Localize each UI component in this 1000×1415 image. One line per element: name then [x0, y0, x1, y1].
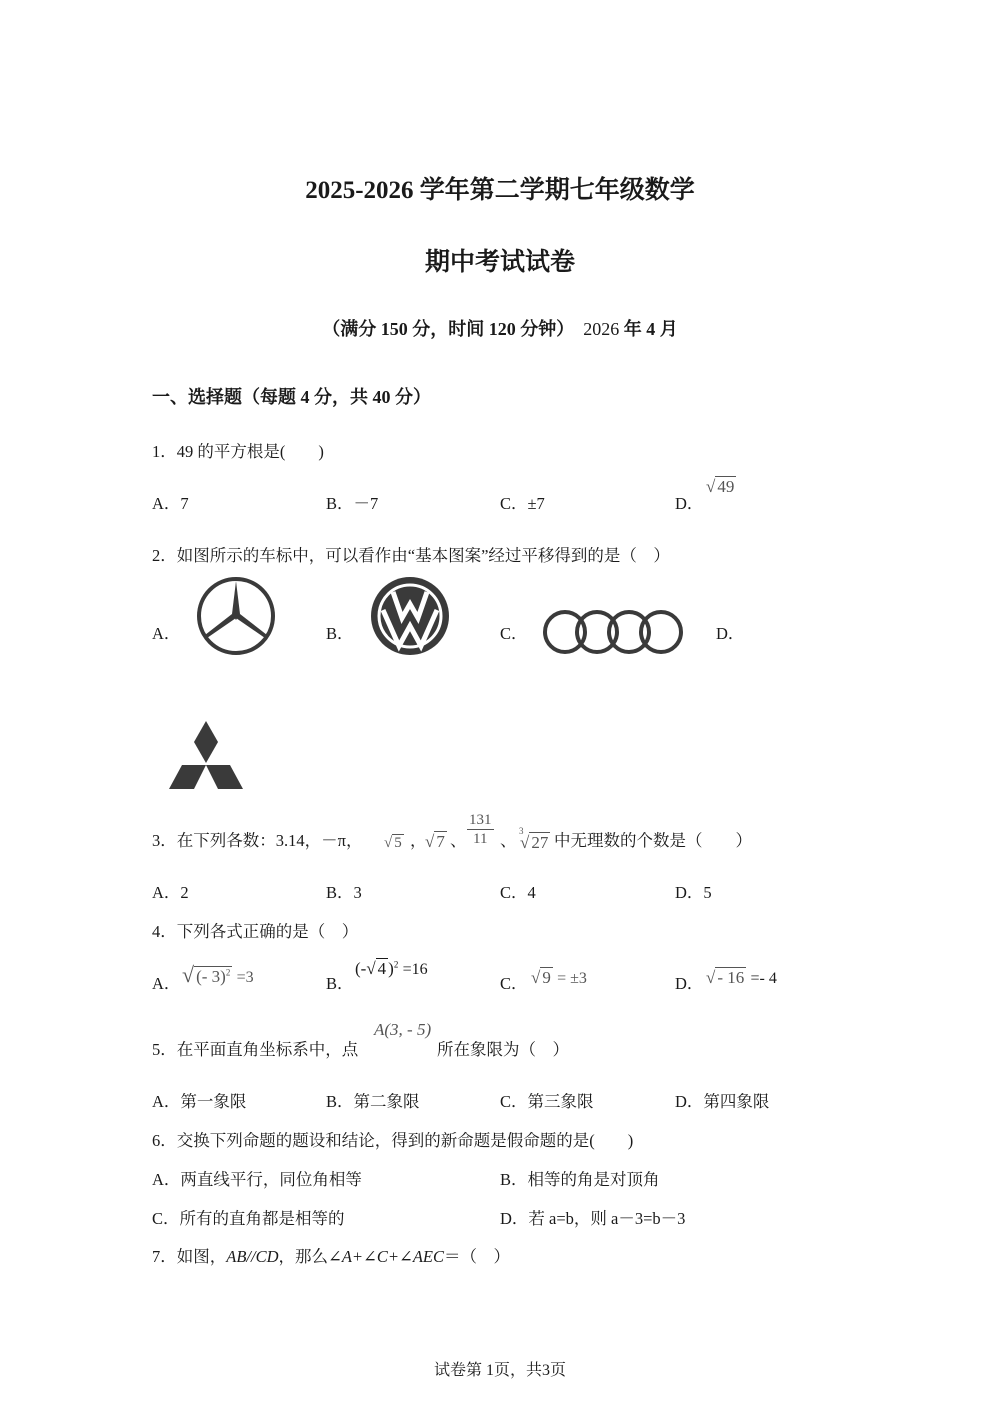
question-3-sep1: ， — [410, 831, 427, 850]
question-5-option-a: A．第一象限 — [152, 1092, 247, 1111]
question-1-option-a: A．7 — [152, 494, 189, 513]
question-1-option-b: B．－7 — [326, 494, 379, 513]
question-4-option-c-expr — [531, 967, 587, 988]
question-4-option-b-close: ) — [388, 959, 394, 978]
question-3-sqrt7 — [425, 831, 447, 852]
question-2-option-b: B． — [326, 624, 354, 643]
question-4-option-d-result: =- 4 — [750, 970, 777, 987]
question-1-option-d — [675, 490, 703, 514]
question-3-cbrt — [520, 832, 550, 853]
question-1-option-d-label: D． — [675, 494, 704, 513]
question-3-sep2: 、 — [450, 831, 467, 850]
radical-sign-icon: √ — [706, 968, 716, 987]
question-1-option-d-sqrt — [706, 476, 736, 497]
question-7-angle-sum: ∠A+∠C+∠AEC — [328, 1247, 444, 1266]
question-1-option-c: C．±7 — [500, 494, 545, 513]
radical-sign-icon: √ — [384, 835, 393, 851]
question-7-stem — [152, 1243, 510, 1267]
question-3-fraction-numerator: 131 — [469, 812, 492, 828]
radical-sign-icon: √ — [706, 477, 716, 496]
mercedes-logo — [195, 576, 277, 656]
question-4-option-d-label: D． — [675, 974, 704, 993]
question-7-stem-suffix: ＝（ ） — [444, 1247, 510, 1266]
question-3-cbrt-index: 3 — [519, 826, 524, 836]
question-5-stem-suffix: 所在象限为（ ） — [437, 1040, 569, 1059]
question-3-option-b: B．3 — [326, 883, 362, 902]
audi-logo — [542, 608, 686, 656]
exam-info — [0, 315, 1000, 341]
question-7-stem-middle: ，那么 — [278, 1247, 328, 1266]
question-4-option-c-result: = ±3 — [557, 970, 587, 987]
question-4-option-b-label: B． — [326, 974, 354, 993]
question-3-cbrt-radicand: 27 — [531, 833, 549, 852]
question-4-option-a-result: =3 — [236, 969, 254, 986]
exam-info-duration: （满分 150 分，时间 120 分钟） — [322, 319, 575, 339]
question-3-sqrt5-radicand: 5 — [394, 835, 402, 851]
question-4-option-a-exponent: 2 — [225, 967, 231, 978]
question-2-option-a: A． — [152, 624, 181, 643]
question-4-option-b-exponent: 2 — [393, 959, 399, 970]
question-3-stem-prefix: 3．在下列各数：3.14，－π， — [152, 831, 363, 850]
question-3-option-a: A．2 — [152, 883, 189, 902]
question-6-stem: 6．交换下列命题的题设和结论，得到的新命题是假命题的是( ) — [152, 1131, 634, 1150]
question-3-sqrt7-radicand: 7 — [436, 832, 445, 851]
question-6-option-a: A．两直线平行，同位角相等 — [152, 1170, 362, 1189]
question-3-sqrt5 — [384, 834, 404, 852]
question-7-parallel-lines: AB//CD — [226, 1247, 279, 1266]
radical-sign-icon: √ — [531, 968, 541, 987]
question-4-option-d-expr — [706, 967, 777, 988]
question-4-option-c-label: C． — [500, 974, 528, 993]
section-heading-choice: 一、选择题（每题 4 分，共 40 分） — [152, 387, 431, 407]
question-3-option-c: C．4 — [500, 883, 536, 902]
question-1-stem: 1．49 的平方根是( ) — [152, 442, 324, 461]
question-2-option-c: C． — [500, 624, 528, 643]
question-3-option-d: D．5 — [675, 883, 712, 902]
radical-sign-icon: √ — [366, 959, 376, 978]
question-4-option-d-radicand: - 16 — [717, 968, 745, 987]
question-3-fraction-denominator: 11 — [473, 831, 488, 847]
exam-title: 2025-2026 学年第二学期七年级数学 — [305, 177, 695, 204]
question-4-option-b-result: =16 — [402, 961, 428, 978]
question-6-option-b: B．相等的角是对顶角 — [500, 1170, 660, 1189]
question-4-option-b-open: (- — [355, 959, 367, 978]
question-3-fraction — [467, 811, 494, 848]
exam-info-year: 2026 — [583, 319, 620, 339]
question-6-option-c: C．所有的直角都是相等的 — [152, 1209, 345, 1228]
question-4-option-a-label: A． — [152, 974, 181, 993]
question-2-option-d: D． — [716, 624, 745, 643]
question-4-option-a-expr — [182, 962, 254, 988]
exam-subtitle: 期中考试试卷 — [424, 249, 575, 276]
question-6-option-d: D．若 a=b，则 a－3=b－3 — [500, 1209, 686, 1228]
radical-sign-icon: √ — [425, 832, 435, 851]
question-4-option-c-radicand: 9 — [542, 968, 551, 987]
page-footer: 试卷第 1页，共3页 — [433, 1362, 566, 1379]
question-7-stem-prefix: 7．如图， — [152, 1247, 227, 1266]
question-1-radicand: 49 — [717, 477, 735, 496]
radical-sign-icon: √ — [520, 833, 530, 852]
question-5-stem-prefix: 5．在平面直角坐标系中，点 — [152, 1040, 359, 1059]
exam-info-month: 年 4 月 — [623, 319, 678, 339]
radical-sign-icon: √ — [182, 962, 195, 987]
question-4-stem: 4．下列各式正确的是（ ） — [152, 922, 359, 941]
question-5-point: A(3, - 5) — [374, 1020, 432, 1039]
question-3-sep3: 、 — [500, 831, 517, 850]
mitsubishi-logo — [165, 719, 247, 791]
question-2-stem: 2．如图所示的车标中，可以看作由“基本图案”经过平移得到的是（ ） — [152, 546, 670, 565]
question-5-option-c: C．第三象限 — [500, 1092, 594, 1111]
question-4-option-b-radicand: 4 — [377, 959, 387, 978]
question-3-stem-suffix: 中无理数的个数是（ ） — [554, 831, 752, 850]
question-4-option-a-base: (- 3) — [196, 967, 226, 986]
question-5-option-b: B．第二象限 — [326, 1092, 420, 1111]
volkswagen-logo — [369, 576, 451, 656]
question-5-option-d: D．第四象限 — [675, 1092, 770, 1111]
question-4-option-b-expr — [355, 958, 428, 979]
